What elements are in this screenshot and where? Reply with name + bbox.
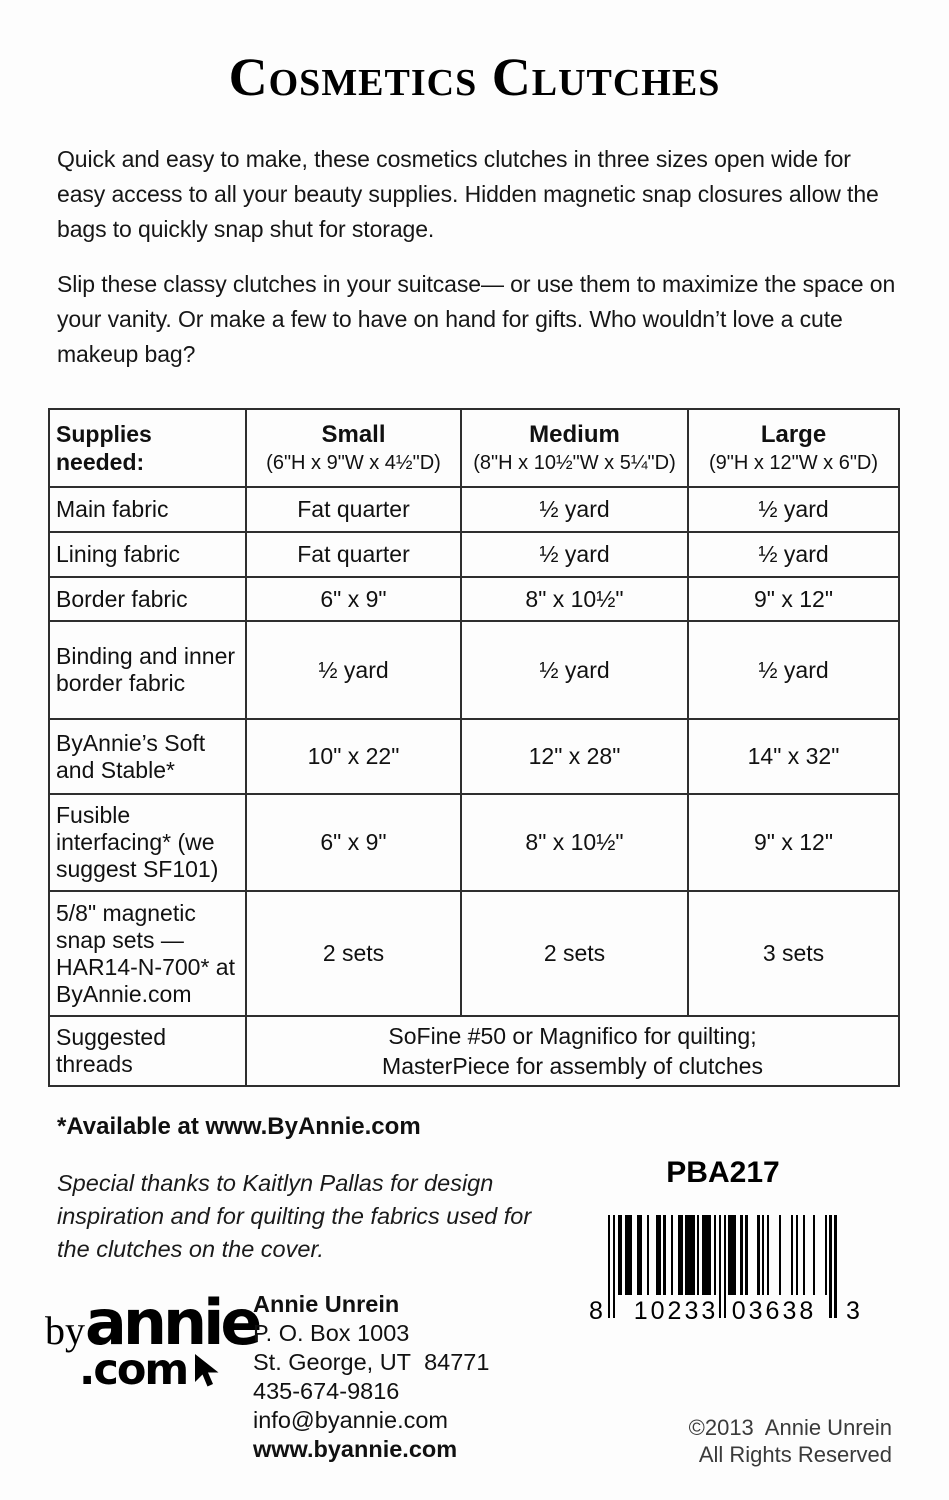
cell-medium: ½ yard [461, 532, 688, 577]
size-name-medium: Medium [529, 421, 620, 448]
threads-value: SoFine #50 or Magnifico for quilting; MasterPiece for assembly of clutches [382, 1023, 763, 1079]
logo-annie-text: annie [85, 1286, 259, 1359]
size-name-large: Large [760, 421, 827, 448]
cell-small: 6" x 9" [246, 577, 461, 621]
copyright-line2: All Rights Reserved [698, 1442, 892, 1467]
cell-large: 3 sets [688, 891, 899, 1016]
cell-medium: 8" x 10½" [461, 794, 688, 891]
row-label: Suggested threads [49, 1016, 246, 1086]
cursor-arrow-icon [191, 1353, 221, 1391]
cell-medium: 12" x 28" [461, 719, 688, 794]
cell-small: Fat quarter [246, 487, 461, 532]
size-dims-small: (6"H x 9"W x 4½"D) [266, 452, 441, 474]
row-label: Fusible interfacing* (we suggest SF101) [49, 794, 246, 891]
table-header-row [49, 409, 899, 487]
cell-small: Fat quarter [246, 532, 461, 577]
logo-by-text: by [45, 1308, 85, 1353]
cell-small: 2 sets [246, 891, 461, 1016]
table-row [49, 577, 899, 621]
availability-note: *Available at www.ByAnnie.com [57, 1113, 421, 1140]
cell-medium: 2 sets [461, 891, 688, 1016]
cell-large: ½ yard [688, 532, 899, 577]
barcode-left-digit: 8 [589, 1297, 606, 1325]
cell-small: 10" x 22" [246, 719, 461, 794]
barcode-group1: 10233 [633, 1297, 719, 1325]
cell-large: ½ yard [688, 487, 899, 532]
table-row [49, 794, 899, 891]
barcode-right-digit: 3 [846, 1297, 863, 1325]
row-label: Main fabric [49, 487, 246, 532]
row-label: ByAnnie’s Soft and Stable* [49, 719, 246, 794]
table-row [49, 532, 899, 577]
row-label: Border fabric [49, 577, 246, 621]
header-large [688, 409, 899, 487]
table-row-threads [49, 1016, 899, 1086]
contact-block [253, 1290, 489, 1464]
contact-address-line1: P. O. Box 1003 [253, 1320, 410, 1346]
row-label: 5/8" magnetic snap sets — HAR14-N-700* at ByAnnie.com [49, 891, 246, 1016]
cell-medium: ½ yard [461, 621, 688, 719]
table-row [49, 891, 899, 1016]
row-label: Lining fabric [49, 532, 246, 577]
cell-medium: ½ yard [461, 487, 688, 532]
product-code: PBA217 [666, 1156, 780, 1189]
page-title: Cosmetics Clutches [228, 47, 721, 107]
cell-threads [246, 1016, 899, 1086]
intro-paragraph-1: Quick and easy to make, these cosmetics clutches in three sizes open wide for easy access to all your beauty supplies. Hidden magnetic snap closures allow the bags to quickly snap shut for storage. [57, 146, 879, 242]
cell-small: ½ yard [246, 621, 461, 719]
size-dims-medium: (8"H x 10½"W x 5¼"D) [473, 452, 676, 474]
cell-large: 9" x 12" [688, 577, 899, 621]
contact-email: info@byannie.com [253, 1407, 448, 1433]
contact-address-line2: St. George, UT 84771 [253, 1349, 490, 1375]
contact-name: Annie Unrein [253, 1291, 400, 1317]
barcode-group2: 03638 [731, 1297, 817, 1325]
upc-barcode [589, 1215, 863, 1347]
thanks-note: Special thanks to Kaitlyn Pallas for design inspiration and for quilting the fabrics used for the clutches on the cover. [57, 1170, 532, 1262]
copyright-line1: ©2013 Annie Unrein [688, 1415, 892, 1440]
cell-large: ½ yard [688, 621, 899, 719]
cell-medium: 8" x 10½" [461, 577, 688, 621]
supplies-table [48, 408, 900, 1087]
cell-small: 6" x 9" [246, 794, 461, 891]
intro-section [57, 142, 897, 372]
size-name-small: Small [321, 421, 386, 448]
cell-large: 9" x 12" [688, 794, 899, 891]
header-supplies-needed: Supplies needed: [49, 409, 246, 487]
table-row [49, 719, 899, 794]
header-medium [461, 409, 688, 487]
table-row [49, 621, 899, 719]
logo-com-text: .com [79, 1345, 188, 1395]
contact-website: www.byannie.com [253, 1436, 458, 1462]
size-dims-large: (9"H x 12"W x 6"D) [708, 452, 879, 474]
table-row [49, 487, 899, 532]
cell-large: 14" x 32" [688, 719, 899, 794]
header-small [246, 409, 461, 487]
contact-phone: 435-674-9816 [253, 1378, 400, 1404]
row-label: Binding and inner border fabric [49, 621, 246, 719]
byannie-logo [45, 1286, 259, 1395]
copyright-block [689, 1414, 892, 1468]
intro-paragraph-2: Slip these classy clutches in your suitcase— or use them to maximize the space on your vanity. Or make a few to have on hand for gifts. Who wouldn’t love a cute makeup bag? [57, 271, 896, 367]
